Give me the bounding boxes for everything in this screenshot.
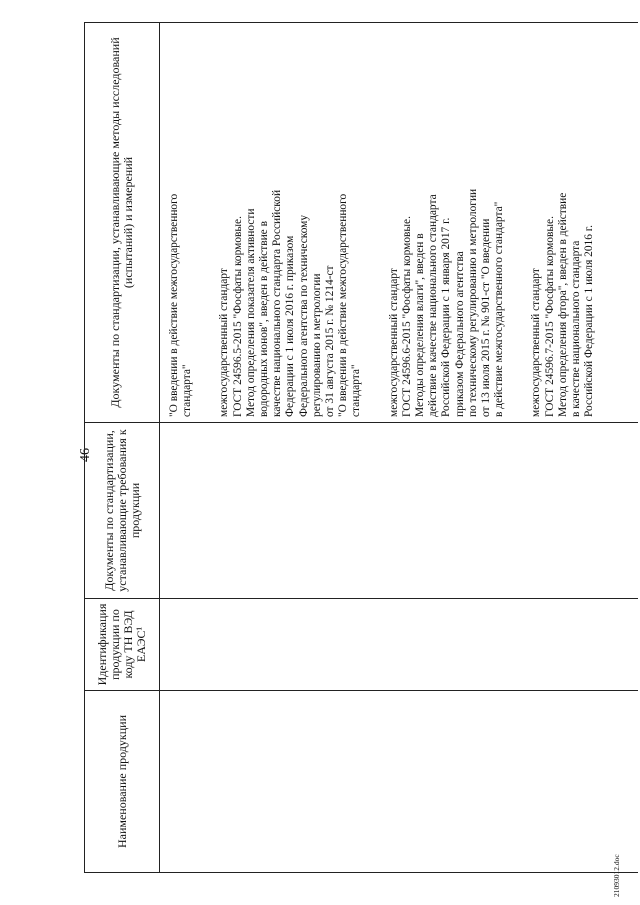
header-test-methods: Документы по стандартизации, устанавливающие методы исследований (испытаний) и измерений — [85, 23, 160, 423]
entry-line: от 31 августа 2015 г. № 1214-ст — [324, 265, 337, 417]
entry-line: Федерации с 1 июля 2016 г. приказом — [284, 235, 297, 417]
entry-line: регулированию и метрологии — [310, 273, 323, 417]
entry-line: Российской Федерации с 1 января 2017 г. — [440, 217, 453, 417]
entry-line: Метод определения фтора", введен в действие — [556, 192, 569, 417]
page-number: 46 — [78, 448, 93, 462]
entry-line: "О введении в действие межгосударственного — [168, 193, 180, 417]
header-product-requirements: Документы по стандартизации, устанавливающие требования к продукции — [85, 423, 160, 599]
entry-line: в действие межгосударственного стандарта" — [493, 201, 506, 417]
cell-product-requirements — [160, 423, 639, 599]
table-row — [160, 23, 639, 873]
entry-line: по техническому регулированию и метрологии — [466, 188, 479, 417]
table-header-row — [85, 23, 160, 873]
entry-line: стандарта" — [181, 364, 194, 417]
standards-table — [84, 22, 638, 873]
entry-line: Федерального агентства по техническому — [297, 214, 310, 417]
entry-line: межгосударственный стандарт — [387, 268, 400, 417]
cell-test-methods — [160, 23, 639, 423]
entry-line: качестве национального стандарта Российской — [271, 189, 284, 417]
entry-line: ГОСТ 24596.5-2015 "Фосфаты кормовые. — [231, 216, 244, 417]
entry-line: "О введении в действие межгосударственного — [337, 193, 350, 417]
standard-entry — [388, 28, 507, 417]
entry-line: межгосударственный стандарт — [218, 268, 231, 417]
entry-line: Методы определения влаги", введен в — [414, 233, 427, 417]
entry-line: ГОСТ 24596.7-2015 "Фосфаты кормовые. — [543, 216, 556, 417]
entry-line: стандарта" — [350, 364, 363, 417]
entry-line: в качестве национального стандарта — [570, 240, 583, 417]
header-product-name: Наименование продукции — [85, 691, 160, 873]
entry-line: приказом Федерального агентства — [453, 251, 466, 417]
cell-product-name — [160, 691, 639, 873]
document-code: 21093012.doc — [612, 854, 621, 897]
entry-line: действие в качестве национального стандарта — [427, 194, 440, 417]
standard-entry — [218, 28, 363, 417]
header-tn-ved-code: Идентификация продукции по коду ТН ВЭД ЕАЭС¹ — [85, 599, 160, 691]
standard-entry — [530, 28, 596, 417]
entry-line: Метод определения показателя активности — [244, 208, 257, 417]
entry-line: от 13 июля 2015 г. № 901-ст "О введении — [480, 218, 493, 417]
entry-line: ГОСТ 24596.6-2015 "Фосфаты кормовые. — [400, 216, 413, 417]
standard-entry — [168, 28, 194, 417]
entry-line: водородных ионов", введен в действие в — [258, 221, 271, 417]
entry-line: Российской Федерации с 1 июля 2016 г. — [583, 224, 596, 417]
entry-line: межгосударственный стандарт — [530, 268, 543, 417]
cell-tn-ved-code — [160, 599, 639, 691]
